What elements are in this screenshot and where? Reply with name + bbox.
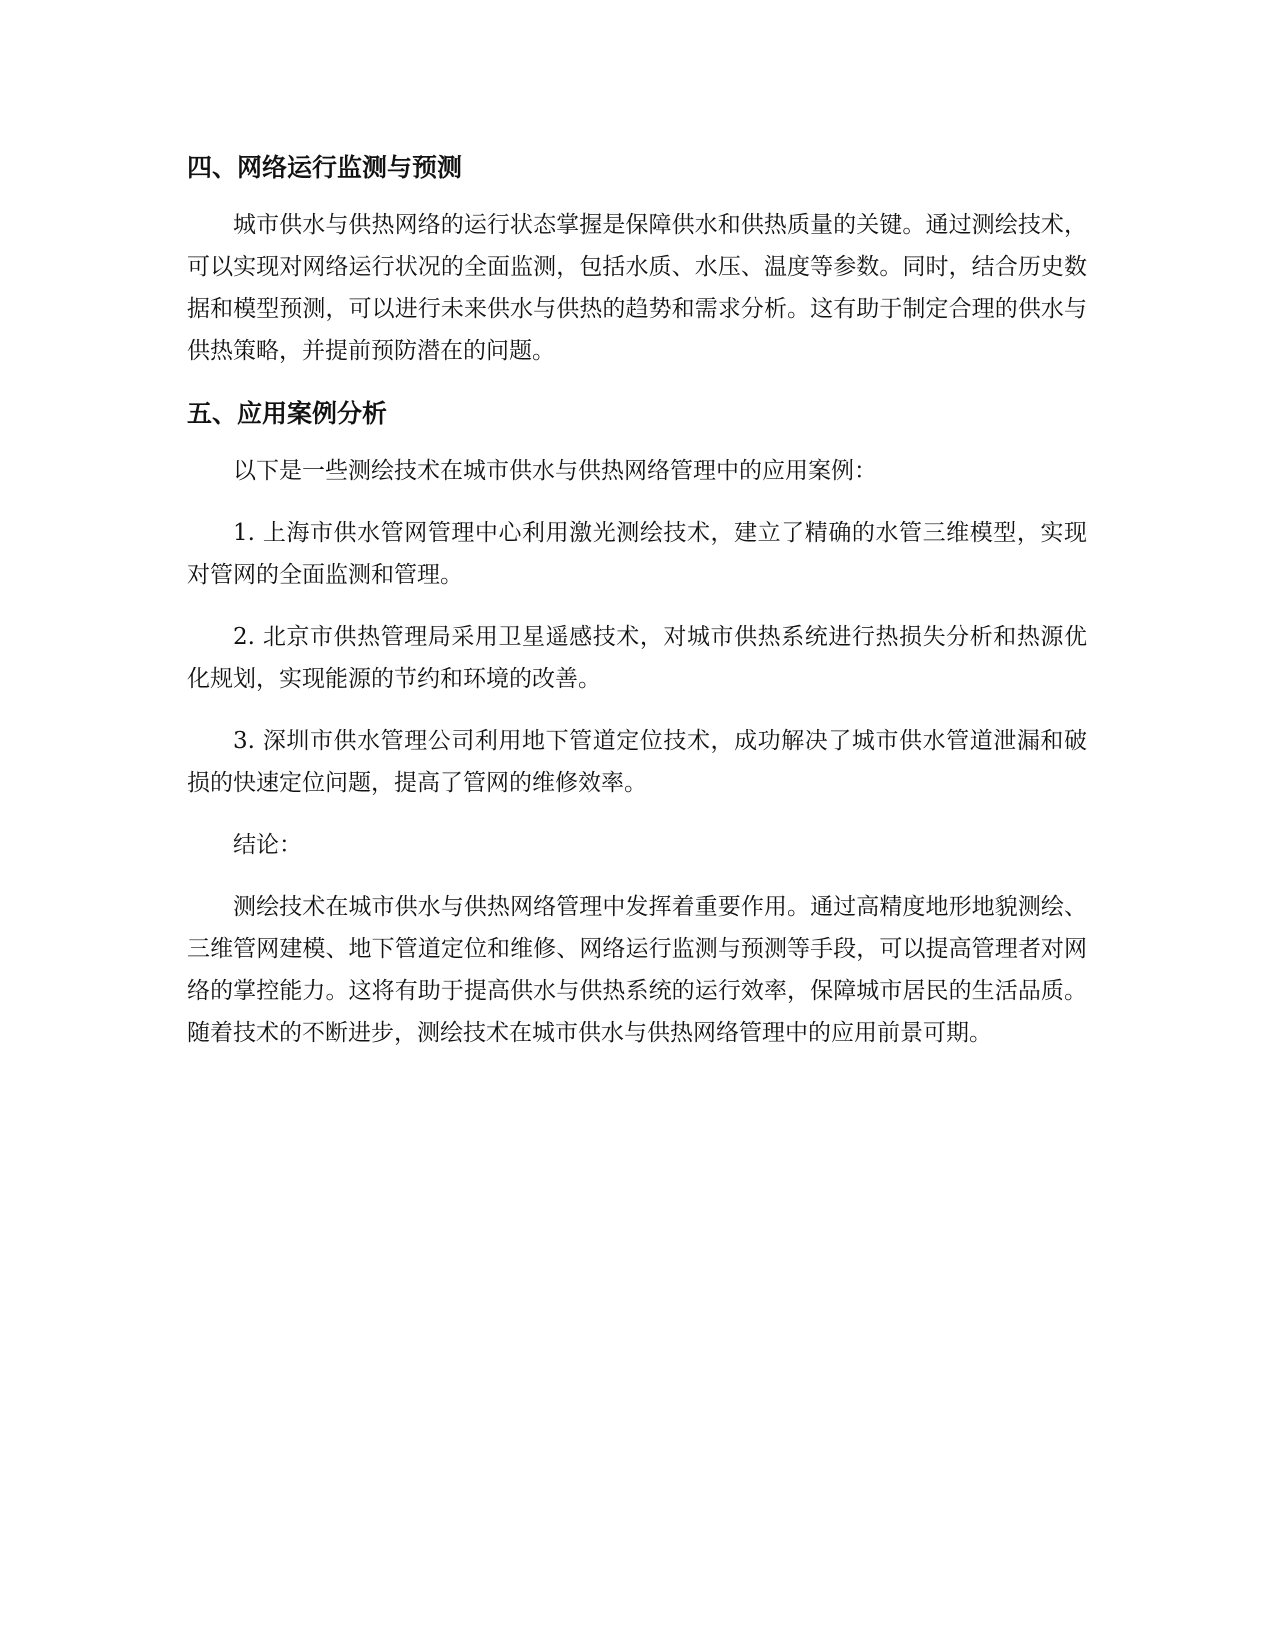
section-heading-case-analysis: 五、应用案例分析 xyxy=(187,399,388,428)
paragraph-case-beijing: 2. 北京市供热管理局采用卫星遥感技术，对城市供热系统进行热损失分析和热源优化规划，实现能源的节约和环境的改善。 xyxy=(187,624,1087,692)
paragraph-conclusion: 测绘技术在城市供水与供热网络管理中发挥着重要作用。通过高精度地形地貌测绘、三维管网建模、地下管道定位和维修、网络运行监测与预测等手段，可以提高管理者对网络的掌控能力。这将有助于提高供水与供热系统的运行效率，保障城市居民的生活品质。随着技术的不断进步，测绘技术在城市供水与供热网络管理中的应用前景可期。 xyxy=(187,894,1087,1046)
section-heading-network-monitoring: 四、网络运行监测与预测 xyxy=(187,153,463,182)
paragraph-case-shanghai: 1. 上海市供水管网管理中心利用激光测绘技术，建立了精确的水管三维模型，实现对管网的全面监测和管理。 xyxy=(187,520,1087,588)
paragraph-case-shenzhen: 3. 深圳市供水管理公司利用地下管道定位技术，成功解决了城市供水管道泄漏和破损的快速定位问题，提高了管网的维修效率。 xyxy=(187,728,1087,796)
paragraph-conclusion-label: 结论： xyxy=(233,832,302,858)
paragraph-case-intro: 以下是一些测绘技术在城市供水与供热网络管理中的应用案例： xyxy=(233,458,877,484)
paragraph-network-monitoring: 城市供水与供热网络的运行状态掌握是保障供水和供热质量的关键。通过测绘技术，可以实现对网络运行状况的全面监测，包括水质、水压、温度等参数。同时，结合历史数据和模型预测，可以进行未来供水与供热的趋势和需求分析。这有助于制定合理的供水与供热策略，并提前预防潜在的问题。 xyxy=(187,212,1087,364)
document-body xyxy=(187,150,1087,1074)
